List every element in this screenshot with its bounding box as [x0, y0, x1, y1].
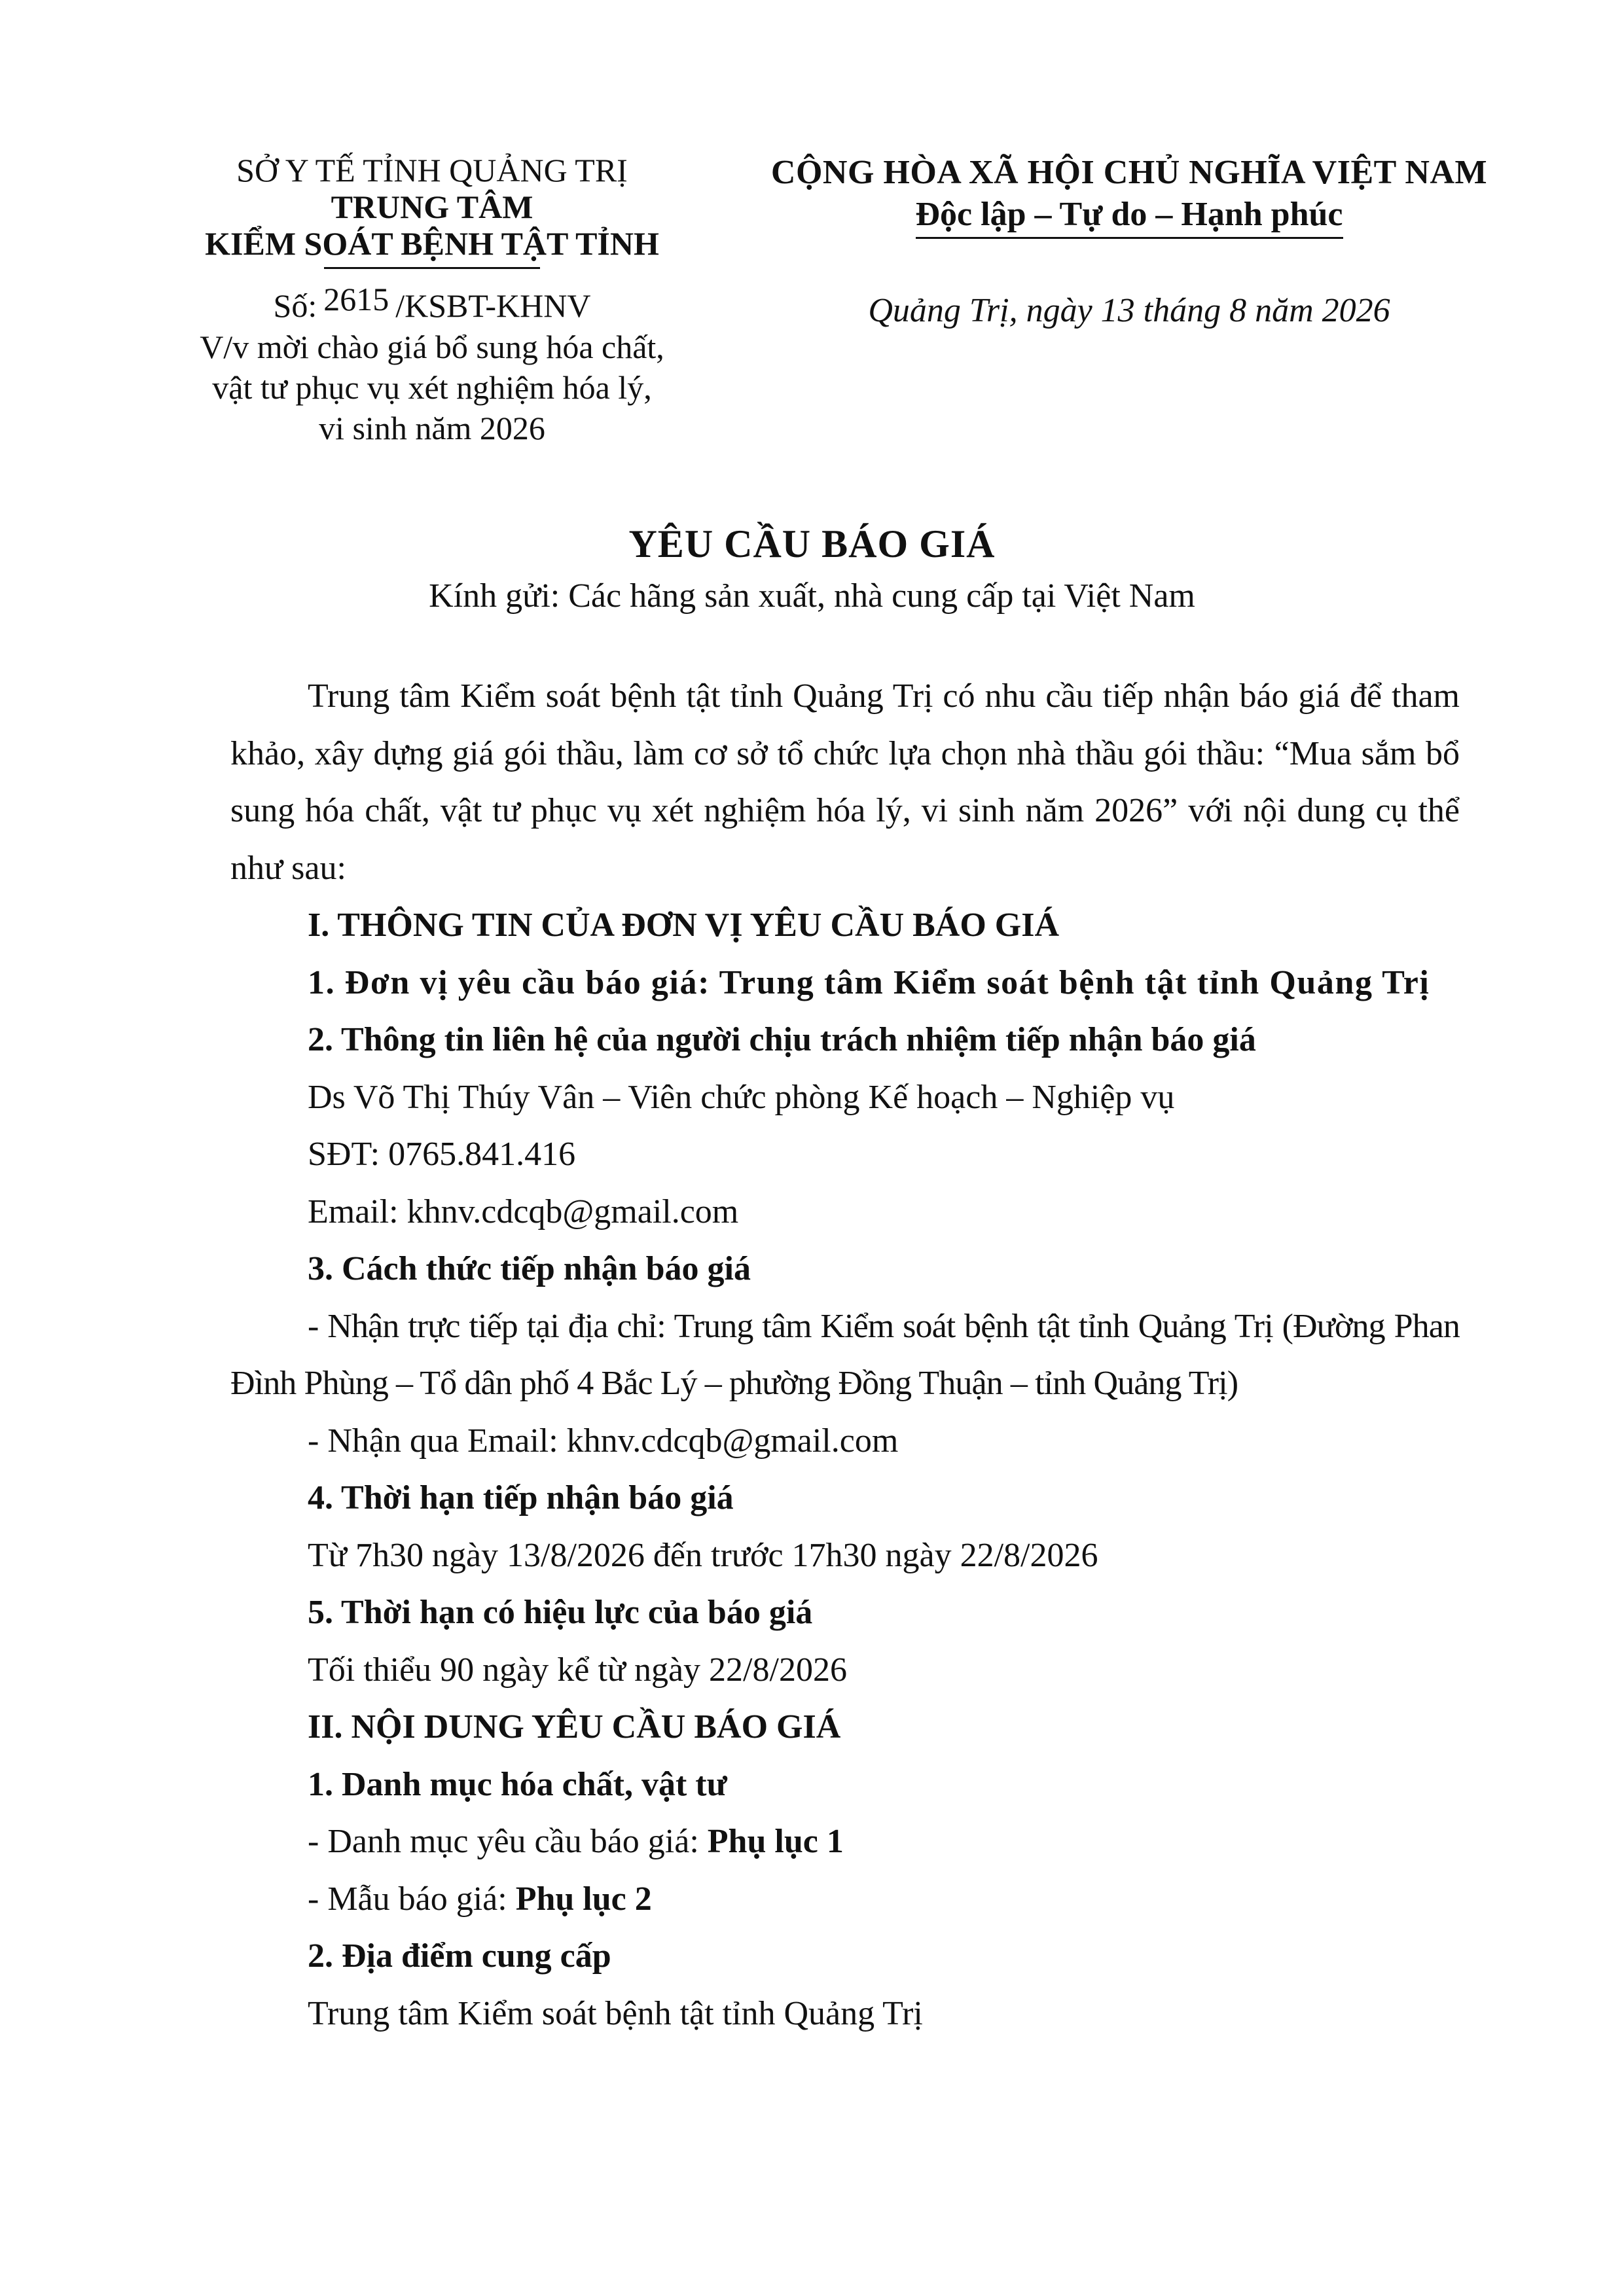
- intro-paragraph: Trung tâm Kiểm soát bệnh tật tỉnh Quảng Trị có nhu cầu tiếp nhận báo giá để tham khảo, xây dựng giá gói thầu, làm cơ sở tổ chức lựa chọn nhà thầu gói thầu: “Mua sắm bổ sung hóa chất, vật tư phục vụ xét nghiệm hóa lý, vi sinh năm 2026” với nội dung cụ thể như sau:: [230, 677, 1460, 887]
- document-title: YÊU CẦU BÁO GIÁ: [628, 522, 996, 565]
- subject-line: vật tư phục vụ xét nghiệm hóa lý,: [212, 369, 652, 406]
- national-title: CỘNG HÒA XÃ HỘI CHỦ NGHĨA VIỆT NAM: [770, 154, 1488, 191]
- national-motto: Độc lập – Tự do – Hạnh phúc: [916, 194, 1343, 239]
- validity-text: Tối thiểu 90 ngày kể từ ngày 22/8/2026: [308, 1651, 847, 1689]
- document-number: [160, 281, 704, 324]
- contact-email: Email: khnv.cdcqb@gmail.com: [308, 1193, 739, 1230]
- deadline-heading: 4. Thời hạn tiếp nhận báo giá: [308, 1479, 734, 1516]
- document-number-label: Số:: [273, 287, 317, 324]
- delivery-location-text: Trung tâm Kiểm soát bệnh tật tỉnh Quảng Trị: [308, 1994, 923, 2032]
- quote-form-line: [230, 1871, 1460, 1928]
- document-subject: [160, 327, 704, 448]
- document-body: [230, 668, 1460, 2042]
- validity-heading: 5. Thời hạn có hiệu lực của báo giá: [308, 1594, 813, 1631]
- appendix-2-ref: Phụ lục 2: [515, 1880, 652, 1918]
- center-name-line2: KIỂM SOÁT BỆNH TẬT TỈNH: [205, 225, 659, 262]
- document-number-value: 2615: [323, 281, 389, 317]
- section-heading: II. NỘI DUNG YÊU CẦU BÁO GIÁ: [308, 1708, 841, 1746]
- subject-line: vi sinh năm 2026: [319, 410, 545, 446]
- deadline-text: Từ 7h30 ngày 13/8/2026 đến trước 17h30 ngày 22/8/2026: [308, 1536, 1098, 1574]
- receipt-direct-address: - Nhận trực tiếp tại địa chỉ: Trung tâm Kiểm soát bệnh tật tỉnh Quảng Trị (Đường Phan Đình Phùng – Tổ dân phố 4 Bắc Lý – phường Đồng Thuận – tỉnh Quảng Trị): [230, 1307, 1460, 1402]
- appendix-list-line: [230, 1813, 1460, 1871]
- receipt-method-heading: 3. Cách thức tiếp nhận báo giá: [308, 1250, 751, 1287]
- section-heading: I. THÔNG TIN CỦA ĐƠN VỊ YÊU CẦU BÁO GIÁ: [308, 906, 1060, 944]
- issuing-agency-block: [160, 152, 704, 448]
- agency-name: SỞ Y TẾ TỈNH QUẢNG TRỊ: [236, 152, 628, 188]
- item-list-heading: 1. Danh mục hóa chất, vật tư: [308, 1765, 727, 1803]
- center-name-line1: TRUNG TÂM: [331, 188, 533, 225]
- contact-heading: 2. Thông tin liên hệ của người chịu trách nhiệm tiếp nhận báo giá: [308, 1021, 1256, 1058]
- national-header-block: [723, 152, 1535, 332]
- document-date: Quảng Trị, ngày 13 tháng 8 năm 2026: [868, 292, 1390, 329]
- receipt-email: - Nhận qua Email: khnv.cdcqb@gmail.com: [308, 1422, 899, 1460]
- appendix-list-label: - Danh mục yêu cầu báo giá:: [308, 1823, 708, 1860]
- subject-line: V/v mời chào giá bổ sung hóa chất,: [200, 329, 664, 365]
- document-number-suffix: /KSBT-KHNV: [395, 287, 591, 324]
- recipient-line: Kính gửi: Các hãng sản xuất, nhà cung cấp tại Việt Nam: [429, 577, 1195, 615]
- contact-phone: SĐT: 0765.841.416: [308, 1136, 576, 1173]
- requesting-unit: 1. Đơn vị yêu cầu báo giá: Trung tâm Kiểm soát bệnh tật tỉnh Quảng Trị: [308, 963, 1430, 1001]
- header-divider: [324, 267, 540, 269]
- quote-form-label: - Mẫu báo giá:: [308, 1880, 516, 1918]
- delivery-location-heading: 2. Địa điểm cung cấp: [308, 1937, 611, 1975]
- contact-name: Ds Võ Thị Thúy Vân – Viên chức phòng Kế hoạch – Nghiệp vụ: [308, 1078, 1175, 1116]
- appendix-1-ref: Phụ lục 1: [707, 1823, 844, 1860]
